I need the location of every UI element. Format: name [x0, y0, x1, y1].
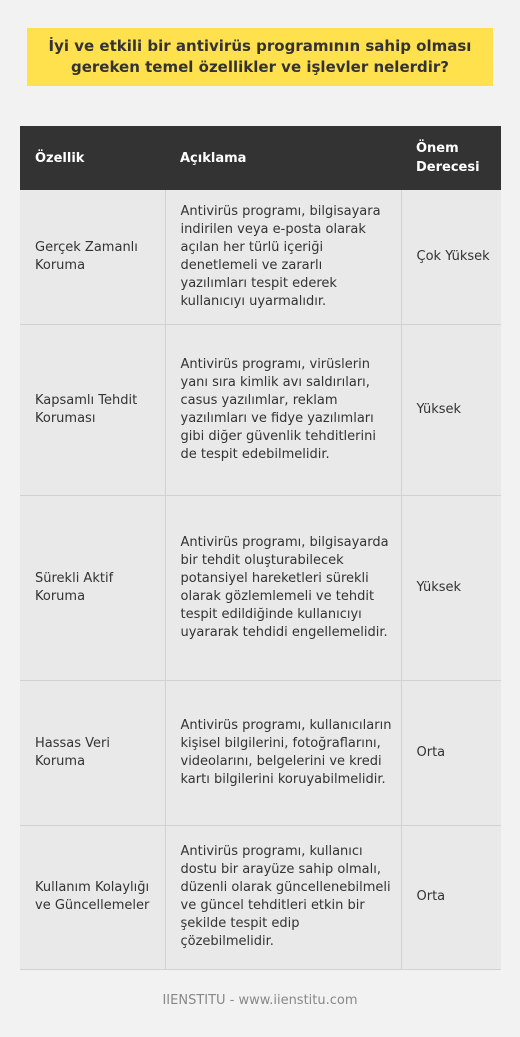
description-cell: Antivirüs programı, kullanıcıların kişisel bilgilerini, fotoğraflarını, videolarını, belgelerini ve kredi kartı bilgilerini koruyabilmelidir. — [165, 680, 401, 825]
importance-cell: Çok Yüksek — [416, 248, 490, 264]
footer-credit: IIENSTITU - www.iienstitu.com — [162, 993, 358, 1008]
description-cell: Antivirüs programı, bilgisayara indirilen veya e-posta olarak açılan her türlü içeriği denetlemeli ve zararlı yazılımları tespit ederek kullanıcıyı uyarmalıdır. — [165, 190, 401, 324]
importance-cell: Yüksek — [416, 579, 462, 595]
importance-cell: Yüksek — [416, 401, 462, 417]
feature-cell: Hassas Veri Koruma — [35, 735, 110, 769]
page-title: İyi ve etkili bir antivirüs programının sahip olması gereken temel özellikler ve işlevler nelerdir? — [48, 37, 472, 76]
features-table — [20, 126, 501, 970]
feature-cell: Kapsamlı Tehdit Koruması — [35, 392, 138, 426]
importance-cell: Orta — [416, 744, 446, 760]
feature-cell: Kullanım Kolaylığı ve Güncellemeler — [35, 880, 150, 913]
table-row — [20, 190, 501, 324]
feature-cell: Gerçek Zamanlı Koruma — [35, 239, 138, 273]
header-feature: Özellik — [35, 150, 85, 166]
description-cell: Antivirüs programı, virüslerin yanı sıra kimlik avı saldırıları, casus yazılımlar, reklam yazılımları ve fidye yazılımları gibi diğer güvenlik tehditlerini de tespit edebilmelidir. — [165, 324, 401, 495]
importance-cell: Orta — [416, 889, 446, 904]
title-banner — [27, 28, 493, 86]
table-header-row — [20, 126, 501, 190]
header-importance: Önem Derecesi — [416, 141, 480, 175]
table-row — [20, 825, 501, 969]
table-row — [20, 680, 501, 825]
description-cell: Antivirüs programı, kullanıcı dostu bir arayüze sahip olmalı, düzenli olarak güncellenebilmeli ve güncel tehditleri etkin bir şekilde tespit edip çözebilmelidir. — [165, 825, 401, 969]
header-description: Açıklama — [180, 150, 247, 166]
table-row — [20, 324, 501, 495]
description-cell: Antivirüs programı, bilgisayarda bir tehdit oluşturabilecek potansiyel hareketleri sürekli olarak gözlemlemeli ve tehdit tespit edildiğinde kullanıcıyı uyararak tehdidi engellemelidir. — [165, 495, 401, 680]
feature-cell: Sürekli Aktif Koruma — [35, 570, 114, 604]
table-row — [20, 495, 501, 680]
